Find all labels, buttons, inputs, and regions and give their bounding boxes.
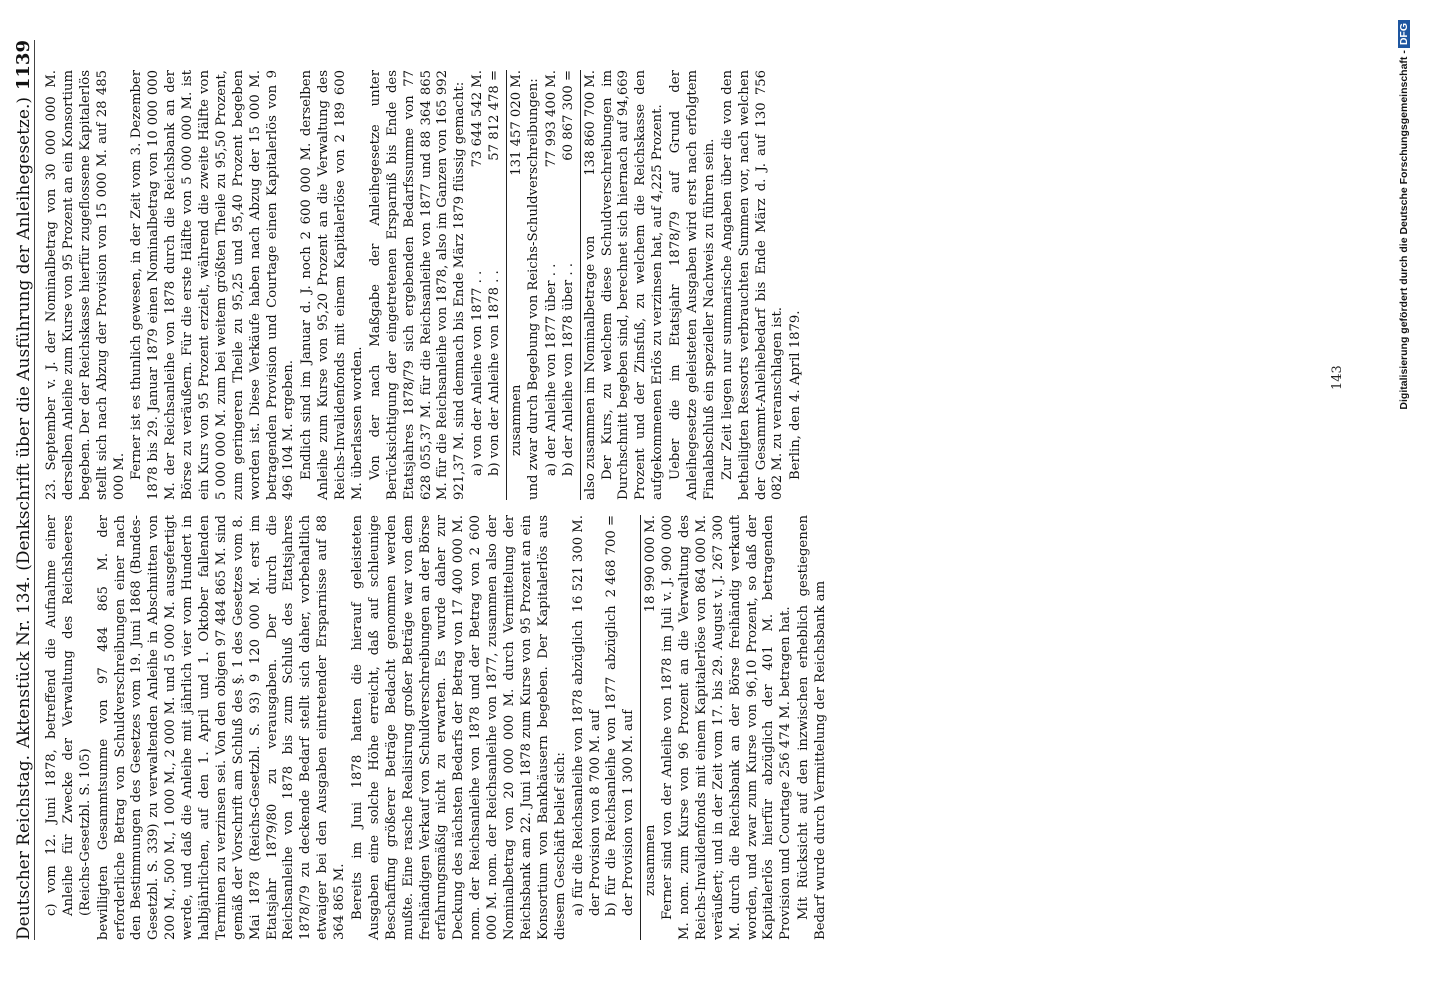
page-number: 1139 (13, 40, 34, 91)
amount-row (544, 70, 561, 500)
paragraph: 23. September v. J. der Nominalbetrag von 30 000 000 M. derselben Anleihe zum Kurse von 95 Prozent an ein Konsortium begeben. Der der Reichskasse hierfür zugeflossene Kapitalerlös stellt sich nach Abzug der Provision von 15 000 M. auf 28 485 000 M. (44, 70, 127, 500)
paragraph: Zur Zeit liegen nur summarische Angaben über die von den betheiligten Ressorts verbrauchten Summen vor, nach welchen der Gesammt-Anleihebedarf bis Ende März d. J. auf 130 756 082 M. zu veranschlagen ist. (719, 70, 786, 500)
amount-row (561, 70, 578, 500)
amount-value: 77 993 400 M. (543, 70, 559, 168)
amount-label: a) für die Reichsanleihe von 1878 abzüglich der Provision von 8 700 M. auf (570, 620, 603, 916)
sum-value: 131 457 020 M. (509, 70, 525, 176)
amount-label: b) von der Anleihe von 1878 . . (487, 270, 503, 476)
amount-row (470, 70, 487, 500)
sum-rule (506, 70, 507, 500)
sum-rule (640, 515, 641, 940)
paragraph: bewilligten Gesammtsumme von 97 484 865 M. der erforderliche Betrag von Schuldverschreibungen einer nach den Bestimmungen des Gesetzes vom 19. Juni 1868 (Bundes-Gesetzbl. S. 339) zu verwaltenden Anleihe in Abschnitten von 200 M., 500 M., 1 000 M., 2 000 M. und 5 000 M. ausgefertigt werde, und daß die Anleihe mit jährlich vier vom Hundert in halbjährlichen, auf den 1. April und 1. Oktober fallenden Terminen zu verzinsen sei. Von den obigen 97 484 865 M. sind gemäß der Vorschrift am Schluß des §. 1 des Gesetzes vom 8. Mai 1878 (Reichs-Gesetzbl. S. 93) 9 120 000 M. erst im Etatsjahr 1879/80 zu verausgaben. Der durch die Reichsanleihe von 1878 bis zum Schluß des Etatsjahres 1878/79 zu deckende Bedarf stellt sich daher, vorbehaltlich etwaiger bei den Ausgaben eintretender Ersparnisse auf 88 364 865 M. (95, 515, 348, 940)
total-row (583, 70, 600, 500)
closing-line: Berlin, den 4. April 1879. (788, 310, 804, 480)
sum-rule (580, 70, 581, 500)
paragraph: Endlich sind im Januar d. J. noch 2 600 000 M. derselben Anleihe zum Kurse von 95,20 Prozent an die Verwaltung des Reichs-Invalidenfonds mit einem Kapitalerlöse von 2 189 600 M. überlassen worden. (299, 70, 366, 500)
amount-row (604, 515, 638, 940)
sum-label: zusammen (509, 384, 525, 456)
amount-value: 2 468 700 = (604, 515, 620, 598)
sum-row (509, 70, 526, 500)
amount-row (487, 70, 504, 500)
digitization-note (1398, 20, 1410, 800)
amount-value: 57 812 478 = (487, 70, 503, 161)
left-column (44, 515, 831, 940)
page-header (8, 40, 35, 940)
paragraph: Der Kurs, zu welchem diese Schuldverschreibungen im Durchschnitt begeben sind, berechnet sich hiernach auf 94,669 Prozent und der Zinsfuß, zu welchem die Reichskasse den aufgekommenen Erlös zu verzinsen hat, auf 4,225 Prozent. (599, 70, 666, 500)
paragraph: Ferner ist es thunlich gewesen, in der Zeit vom 3. Dezember 1878 bis 29. Januar 1879 einen Nominalbetrag von 10 000 000 M. der Reichsanleihe von 1878 durch die Reichsbank an der Börse zu veräußern. Für die erste Hälfte von 5 000 000 M. ist ein Kurs von 95 Prozent erzielt, während die zweite Hälfte von 5 000 000 M. zum bei weitem größten Theile zu 95,50 Prozent, zum geringeren Theile zu 95,25 und 95,40 Prozent begeben worden ist. Diese Verkäufe haben nach Abzug der 15 000 M. betragenden Provision und Courtage einen Kapitalerlös von 9 496 104 M. ergeben. (129, 70, 297, 500)
header-left: Deutscher Reichstag. (14, 755, 34, 940)
item-c: c) vom 12. Juni 1878, betreffend die Aufnahme einer Anleihe für Zwecke der Verwaltung des Reichsheeres (Reichs-Gesetzbl. S. 105) (44, 515, 93, 916)
paragraph: Ueber die im Etatsjahr 1878/79 auf Grund der Anleihegesetze geleisteten Ausgaben wird erst nach erfolgtem Finalabschluß ein spezieller Nachweis zu führen sein. (668, 70, 717, 500)
scan-page-number: 143 (1330, 365, 1345, 390)
amount-label: b) der Anleihe von 1878 über . . (560, 263, 576, 476)
amount-value: 73 644 542 M. (470, 70, 486, 168)
amount-label: a) von der Anleihe von 1877 . . (470, 270, 486, 476)
dfg-logo: DFG (1398, 20, 1410, 48)
digitization-text: Digitalisierung gefördert durch die Deutsche Forschungsgemeinschaft - (1398, 50, 1410, 410)
paragraph: Bereits im Juni 1878 hatten die hierauf geleisteten Ausgaben eine solche Höhe erreicht, daß auf schleunige Beschaffung größerer Beträge Bedacht genommen werden mußte. Eine rasche Realisirung großer Beträge war von dem freihändigen Verkauf von Schuldverschreibungen an der Börse erfahrungsmäßig nicht zu erwarten. Es wurde daher zur Deckung des nächsten Bedarfs der Betrag von 17 400 000 M. nom. der Reichsanleihe von 1878 und der Betrag von 2 600 000 M. nom. der Reichsanleihe von 1877, zusammen also der Nominalbetrag von 20 000 000 M. durch Vermittelung der Reichsbank am 22. Juni 1878 zum Kurse von 95 Prozent an ein Konsortium von Bankhäusern begeben. Der Kapitalerlös aus diesem Geschäft belief sich: (350, 515, 568, 940)
header-center: Aktenstück Nr. 134. (Denkschrift über die Ausführung der Anleihegesetze.) (14, 97, 34, 749)
sum-value: 18 990 000 M. (643, 515, 659, 613)
total-label: also zusammen im Nominalbetrage von (582, 235, 598, 500)
amount-label: a) der Anleihe von 1877 über . . (543, 263, 559, 476)
sum-label: zusammen (643, 824, 659, 896)
sum-row (643, 515, 660, 940)
paragraph: und zwar durch Begebung von Reichs-Schuldverschreibungen: (525, 78, 541, 500)
amount-value: 16 521 300 M. (570, 515, 586, 613)
paragraph: Mit Rücksicht auf den inzwischen erheblich gestiegenen Bedarf wurde durch Vermittelung der Reichsbank am (796, 515, 829, 940)
amount-row (571, 515, 605, 940)
paragraph: Von der nach Maßgabe der Anleihegesetze unter Berücksichtigung der eingetretenen Ersparniß bis Ende des Etatsjahres 1878/79 sich ergebenden Bedarfssumme von 77 628 055,37 M. für die Reichsanleihe von 1877 und 88 364 865 M. für die Reichsanleihe von 1878, also im Ganzen von 165 992 921,37 M. sind demnach bis Ende März 1879 flüssig gemacht: (367, 70, 468, 500)
amount-value: 60 867 300 = (560, 70, 576, 161)
right-column (44, 70, 806, 500)
amount-label: b) für die Reichsanleihe von 1877 abzüglich der Provision von 1 300 M. auf (604, 605, 637, 916)
paragraph: Ferner sind von der Anleihe von 1878 im Juli v. J. 900 000 M. nom. zum Kurse von 96 Prozent an die Verwaltung des Reichs-Invalidenfonds mit einem Kapitalerlöse von 864 000 M. veräußert; und in der Zeit vom 17. bis 29. August v. J. 267 300 M. durch die Reichsbank an der Börse freihändig verkauft worden, und zwar zum Kurse von 96,10 Prozent, so daß der Kapitalerlös hierfür abzüglich der 401 M. betragenden Provision und Courtage 256 474 M. betragen hat. (660, 515, 794, 940)
total-value: 138 860 700 M. (582, 70, 598, 176)
